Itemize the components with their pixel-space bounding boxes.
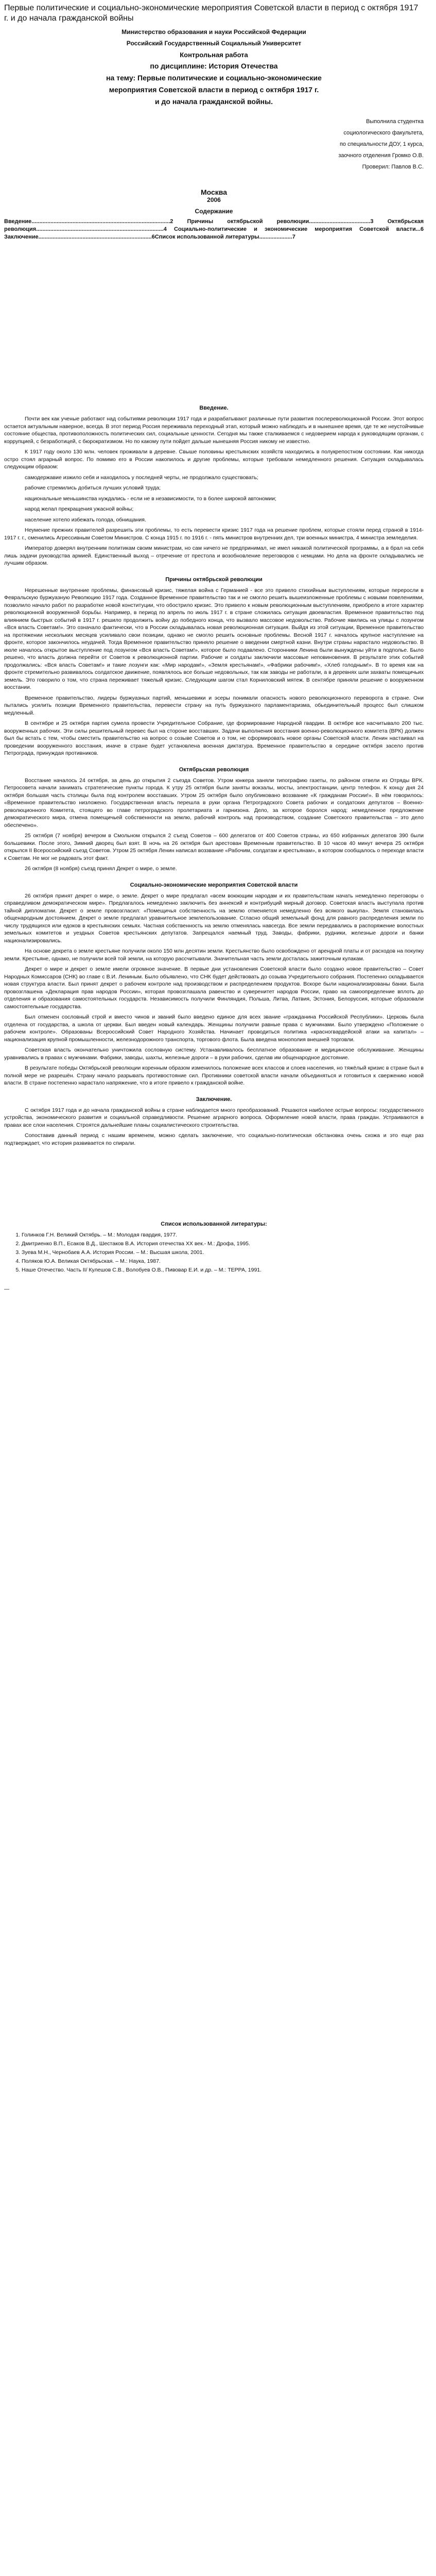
list-item: самодержавие изжило себя и находилось у последней черты, не продолжало существовать; [25,474,258,481]
reviewer-line: Проверил: Павлов В.С. [362,164,424,170]
section-heading: Введение. [199,405,229,411]
discipline-line: по дисциплине: История Отечества [150,62,278,70]
list-item: население хотело избежать голода, обнищания. [25,516,146,523]
reference-item: 1. Голинков Г.Н. Великий Октябрь. – М.: Молодая гвардия, 1977. [22,1231,424,1239]
paragraph: Декрет о мире и декрет о земле имели огромное значение. В первые дни установления Советской власти было создано новое правительство – Совет Народных Комиссаров (СНК) во главе с В.И. Лениным. Было объявлено, что СНК будет действовать до созыва Учредительного собрания. Постепенно складывается новая структура власти. Был принят декрет о рабочем контроле над производством и распределением продуктов. Вскоре были национализированы банки. Была провозглашена «Декларация прав народов России», которая провозглашала равенство и суверенитет народов России, право на самоопределение вплоть до отделения и образования самостоятельных государств. Независимость получили Финляндия, Польша, Литва, Латвия, Эстония, Белоруссия, которые образовали самостоятельные государства. [4,966,424,1010]
paragraph: Почти век как ученые работают над событиями революции 1917 года и разрабатывают различные пути развития послереволюционной России. Этот вопрос остается актуальным наверное, всегда. В этот период Россия переживала переходный этап, который можно наблюдать и в нынешнее время, где те же неустойчивые состояние общества, противоположность политических сил, социальные ценности. Сегодня мы также сталкиваемся с недоверием народа к руководящим органам, с коррупцией, с безработицей, с бюрократизмом. Но по какому пути пойдет дальше нынешняя Россия никому не известно. [4,416,424,445]
section-intro [4,405,424,567]
paragraph: 25 октября (7 ноября) вечером в Смольном открылся 2 съезд Советов – 600 делегатов от 400 Советов страны, из 650 избранных делегатов 390 были большевики. После этого, Зимний дворец был взят. В ночь на 26 октября был арестован Временным правительство. В 10 часов 40 минут вечера 25 октября открылся II Всероссийский съезд Советов. Утром 25 октября Ленин написал воззвание «Рабочим, солдатам и крестьянам», в котором сообщалось о переходе власти к Советам. Не мог не радовать этот факт. [4,833,424,861]
reference-item: 2. Дмитриенко В.П., Есаков В.Д., Шестаков В.А. История отечества XX век.- М.: Дрофа, 1995. [22,1240,424,1248]
topic-line-3: и до начала гражданской войны. [155,97,273,106]
list-item: национальные меньшинства нуждались - если не в независимости, то в более широкой автономии; [25,495,276,502]
reference-item: 5. Наше Отечество. Часть II/ Кулешов С.В., Волобуев О.В., Пивовар Е.И. и др. – М.: ТЕРРА, 1991. [22,1266,424,1274]
list-item: рабочие стремились добиться лучших условий труда; [25,485,161,491]
section-heading: Список использованной литературы: [161,1221,267,1227]
paragraph: 26 октября (8 ноября) съезд принял Декрет о мире, о земле. [25,866,177,872]
author-line: по специальности ДОУ, 1 курса, [339,141,424,147]
paragraph: Нерешенные внутренние проблемы, финансовый кризис, тяжелая война с Германией - все это привело стихийным выступлениям, которые переросли в Февральскую буржуазную Революцию 1917 года. Созданное Временное правительство так и не смогло решить вышеизложенные проблемы с новыми повелениями, позволило начало работ по разработке новой конституции, что обострило кризис. Это привело к новым революционным выступлениям, приобрело в итоге характер революционной вооруженной борьбы. Например, в период по апрель по июль 1917 г. в стране сложилась ситуация двоевластия. Временное правительство под влиянием быстрых событий в 1917 г. решило продолжить войну до победного конца, что вызвало массовое недовольство. Рабочие явились на улицы с лозунгом «Вся власть Советам!». Это означало фактически, что в России складывалась новая революционная ситуация. Выйдя из этой ситуации, Временное правительство на протяжении нескольких месяцев усиливало свои позиции, однако не смогло решить основные проблемы. Весной 1917 г. началось крупное наступление на фронте, которое закончилось неудачей. Тогда Временное правительство приняло решение о введении смертной казни. Внутри страны нарастало недовольство. В июле началось открытое выступление под лозунгом «Вся власть Советам!», которое было подавлено. Сторонники Ленина были вынуждены уйти в подполье. Было решено, что власть должна перейти от Советов к революционной партии. Рабочие и солдаты заключили массовые неповиновения. В результате этих событий продолжались: «Вся власть Советам!» и такие лозунги как: «Мир народам!», «Земля крестьянам!», «Фабрики рабочим!», «Хлеб голодным!». В то время как на фронте стремительно развивалось солдатское движение, появлялось все больше недовольных, так как заводы не работали, а в деревнях шли захваты помещичьих земель. Это говорило о том, что страна переживает тяжелый кризис. Следующим шагом стал Корниловский мятеж. В сентябре приняли решение о вооруженном восстании. [4,587,424,690]
paragraph: К 1917 году около 130 млн. человек проживали в деревне. Свыше половины крестьянских хозяйств находились в полукрепостном состоянии. Как никогда остро стоял аграрный вопрос. По помимо его в России накопилось и другие проблемы, которые требовали немедленного решения. Ситуация складывалась следующим образом: [4,449,424,470]
section-heading: Причины октябрьской революции [165,576,263,583]
document-page [0,0,428,1297]
author-block [4,116,424,173]
page-header-title: Первые политические и социально-экономические мероприятия Советской власти в период с октября 1917 г. и до начала гражданской войны [4,4,418,23]
paragraph: 26 октября принят декрет о мире, о земле. Декрет о мире предлагал «всем воюющим народам и их правительствам начать немедленно переговоры о справедливом демократическом мире». Предлагалось немедленно заключить без аннексий и контрибуций мирный договор. Советская власть выступала против тайной дипломатии. Декрет о земле провозгласил: «Помещичья собственность на землю отменяется немедленно без всякого выкупа». Земля становилась общенародным достоянием. Декрет о земле предлагал уравнительное землепользование. Сгласно общий земельный фонд для равного распределения земли по числу трудящихся или едоков в крестьянских семьях. Частная собственность на землю отменялась навсегда. Все земли передавались в распоряжение волостных земельных комитетов и уездных Советов крестьянских депутатов. Запрещался наемный труд. Заводы, фабрики, рудники, железные дороги и банки национализировались. [4,892,424,944]
section-causes [4,577,424,757]
section-revolution [4,767,424,873]
paragraph: Неумение прежних правителей разрешить эти проблемы, то есть перевести кризис 1917 года на решение проблем, которые стояли перед страной в 1914-1917 г. г., сменились Агрессивным Советом Министров. С конца 1915 г. по 1916 г. - пять министров внутренних дел, три военных министра, 4 министра земледелия. [4,527,424,541]
footer-mark: — [4,1286,9,1292]
year: 2006 [207,196,221,204]
list-item: народ желал прекращения ужасной войны; [25,506,134,512]
paragraph: В сентябре и 25 октября партия сумела провести Учредительное Собрание, где формирование Народной гвардии. В октябре все насчитывало 200 тыс. вооруженных рабочих. Эти силы решительный перевес был на стороне восставших. Задачи выполнения восстания военно-революционного комитета (ВРК) должен был бы встать с тем, чтобы сместить правительство на вопрос о созыве Советов и о том, не сформировать новое органы Советской власти. Ленин настаивал на проведении вооруженного восстания, иначе в стране будет установлена военная диктатура. Временное правительство в середине октября засело против Петрограда, принуждая противников. [4,720,424,756]
paragraph: На основе декрета о земле крестьяне получили около 150 млн десятин земли. Крестьянство было освобождено от арендной платы и от расходов на покупку земли. Крестьяне, однако, не получили всей той земли, на которую рассчитывали. Значительная часть земли досталась зажиточным кулакам. [4,948,424,962]
paragraph: Был отменен сословный строй и вместо чинов и званий было введено единое для всех звание «гражданина Российской Республики». Церковь была отделена от государства, а школа от церкви. Был введен новый календарь. Женщины получили равные права с мужчинами. Было утверждено «Положение о рабочем контроле». Образованы Всероссийский Совет Народного Хозяйства. Начинает проводиться политика «красногвардейской атаки на капитал» – национализация крупной промышленности, железнодорожного транспорта, торгового флота. Была введена монополия внешней торговли. [4,1014,424,1043]
page-break-space [4,1150,424,1212]
paragraph: Восстание началось 24 октября, за день до открытия 2 съезда Советов. Утром юнкера заняли типографию газеты, по районом отвели из Отряды ВРК. Петросовета начали занимать стратегические пункты города. К утру 25 октября были заняты вокзалы, мосты, электростанции, центр телефон. К концу дня 24 октября большая часть столицы была под контролем восставших. Утром 25 октября было опубликовано воззвание «К гражданам России!». В нём говорилось: «Временное правительство низложено. Государственная власть перешла в руки органа Петроградского Совета рабочих и солдатских депутатов – Военно-революционного Комитета, стоящего во главе петроградского пролетариата и гарнизона. Дело, за которое боролся народ: немедленное предложение демократического мира, отмена помещичьей собственности на землю, рабочий контроль над производством, создание Советского правительства – это дело обеспечено». [4,777,424,828]
city: Москва [200,188,228,196]
author-line: социологического факультета, [343,130,424,136]
reference-list [4,1231,424,1274]
contents-text: Введение........................................................................................2 Причины октябрьской революции.......................................3 Октябрьская революция.................................................................................4 Социально-политические и экономические мероприятия Советской власти...6 Заключение........................................................................6Список использованной литературы.....................7 [4,218,424,240]
paragraph: В результате победы Октябрьской революции коренным образом изменилось положение всех классов и слоев населения, но тяжёлый кризис в стране был в полной мере не разрешён. Страну начало разрывать противостояние сил. Противники советской власти начали объединяться и готовиться к свержению новой власти. В стране постепенно нарастало напряжение, что в итоге привело к гражданской войне. [4,1065,424,1086]
paragraph: Сопоставив данный период с нашим временем, можно сделать заключение, что социально-политическая обстановка очень схожа и это еще раз подтверждает, что история развивается по спирали. [4,1132,424,1146]
section-heading: Октябрьская революция [179,766,249,773]
topic-line-1: на тему: Первые политические и социально-экономические [106,74,322,82]
work-type: Контрольная работа [180,51,248,59]
reference-item: 3. Зуева М.Н., Чернобаев А.А. История России. – М.: Высшая школа, 2001. [22,1249,424,1257]
author-line: заочного отделения Громко О.В. [338,152,424,159]
reference-item: 4. Поляков Ю.А. Великая Октябрьская. – М.: Наука, 1987. [22,1258,424,1265]
topic-line-2: мероприятия Советской власти в период с октября 1917 г. [109,86,319,94]
university-name: Российский Государственный Социальный Университет [126,40,302,47]
paragraph: С октября 1917 года и до начала гражданской войны в стране наблюдается много преобразований. Решаются наиболее острые вопросы: государственного устройства, экономического развития и социальной справедливости. Решение аграрного вопроса. Оформление новой власти, права граждан. Устраиваются в правах все слои населения. Строятся дальнейшие планы социалистического строительства. [4,1107,424,1128]
section-measures [4,882,424,1087]
paragraph: Временное правительство, лидеры буржуазных партий, меньшевики и эсеры понимали опасность нового революционного переворота в стране. Они пытались усилить позиции Временного правительства, перевести страну на путь буржуазного парламентаризма, обьединительный процесс был слишком медленный. [4,694,424,716]
paragraph: Император доверял внутренним политикам своим министрам, но сам ничего не предпринимал, не имел никакой политической программы, а в брал на себя лишь задачи руководства армией. Единственный выход ‒ отречение от престола и возобновление переговоров с немцами. Но дела на фронте складывались не лучшим образом. [4,545,424,566]
section-heading: Заключение. [196,1096,232,1103]
author-line: Выполнила студентка [366,118,424,125]
page-break-space [4,241,424,396]
contents-heading: Содержание [195,208,233,215]
section-conclusion [4,1096,424,1147]
table-of-contents [4,208,424,241]
paragraph: Советская власть окончательно уничтожила сословную систему. Устанавливалось бесплатное образование и медицинское обслуживание. Женщины уравнивались в правах с мужчинами. Фабрики, заводы, шахты, железные дороги – в руки рабочих, сделав им общенародное достояние. [4,1047,424,1061]
ministry-name: Министерство образования и науки Российской Федерации [121,28,306,36]
section-references [4,1221,424,1274]
title-page [4,28,424,204]
section-heading: Социально-экономические мероприятия Советской власти [130,882,298,888]
